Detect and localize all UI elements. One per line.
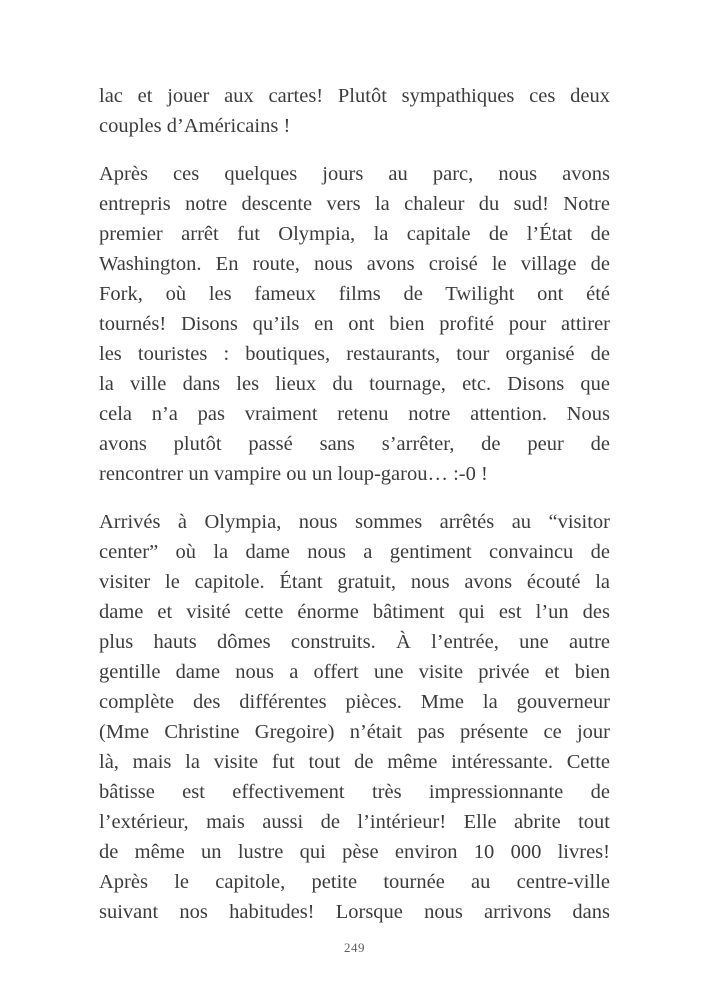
text-line: Après ces quelques jours au parc, nous avons <box>99 163 610 185</box>
text-line: gentille dame nous a offert une visite privée et bien <box>99 661 610 683</box>
text-line: lac et jouer aux cartes! Plutôt sympathiques ces deux <box>99 85 610 107</box>
text-line: avons plutôt passé sans s’arrêter, de peur de <box>99 433 610 455</box>
text-line: Fork, où les fameux films de Twilight ont été <box>99 283 610 305</box>
text-line: entrepris notre descente vers la chaleur du sud! Notre <box>99 193 610 215</box>
text-line: visiter le capitole. Étant gratuit, nous avons écouté la <box>99 571 610 593</box>
text-line: plus hauts dômes construits. À l’entrée, une autre <box>99 631 610 653</box>
text-line: suivant nos habitudes! Lorsque nous arrivons dans <box>99 901 610 923</box>
paragraph <box>99 507 610 927</box>
page-number: 249 <box>344 940 365 955</box>
paragraph <box>99 81 610 141</box>
text-line: (Mme Christine Gregoire) n’était pas présente ce jour <box>99 721 610 743</box>
text-line: les touristes : boutiques, restaurants, tour organisé de <box>99 343 610 365</box>
text-line: de même un lustre qui pèse environ 10 000 livres! <box>99 841 610 863</box>
text-line: Après le capitole, petite tournée au centre-ville <box>99 871 610 893</box>
text-line: Washington. En route, nous avons croisé le village de <box>99 253 610 275</box>
text-line: dame et visité cette énorme bâtiment qui est l’un des <box>99 601 610 623</box>
text-line: là, mais la visite fut tout de même intéressante. Cette <box>99 751 610 773</box>
text-line: l’extérieur, mais aussi de l’intérieur! Elle abrite tout <box>99 811 610 833</box>
text-line: bâtisse est effectivement très impressionnante de <box>99 781 610 803</box>
text-line: rencontrer un vampire ou un loup-garou… :-0 ! <box>99 463 488 485</box>
text-line: Arrivés à Olympia, nous sommes arrêtés au “visitor <box>99 511 610 533</box>
paragraph <box>99 159 610 489</box>
text-line: tournés! Disons qu’ils en ont bien profité pour attirer <box>99 313 610 335</box>
text-line: cela n’a pas vraiment retenu notre attention. Nous <box>99 403 610 425</box>
page-body <box>99 81 610 945</box>
text-line: premier arrêt fut Olympia, la capitale de l’État de <box>99 223 610 245</box>
text-line: couples d’Américains ! <box>99 115 291 137</box>
text-line: center” où la dame nous a gentiment convaincu de <box>99 541 610 563</box>
text-line: la ville dans les lieux du tournage, etc. Disons que <box>99 373 610 395</box>
text-line: complète des différentes pièces. Mme la gouverneur <box>99 691 610 713</box>
